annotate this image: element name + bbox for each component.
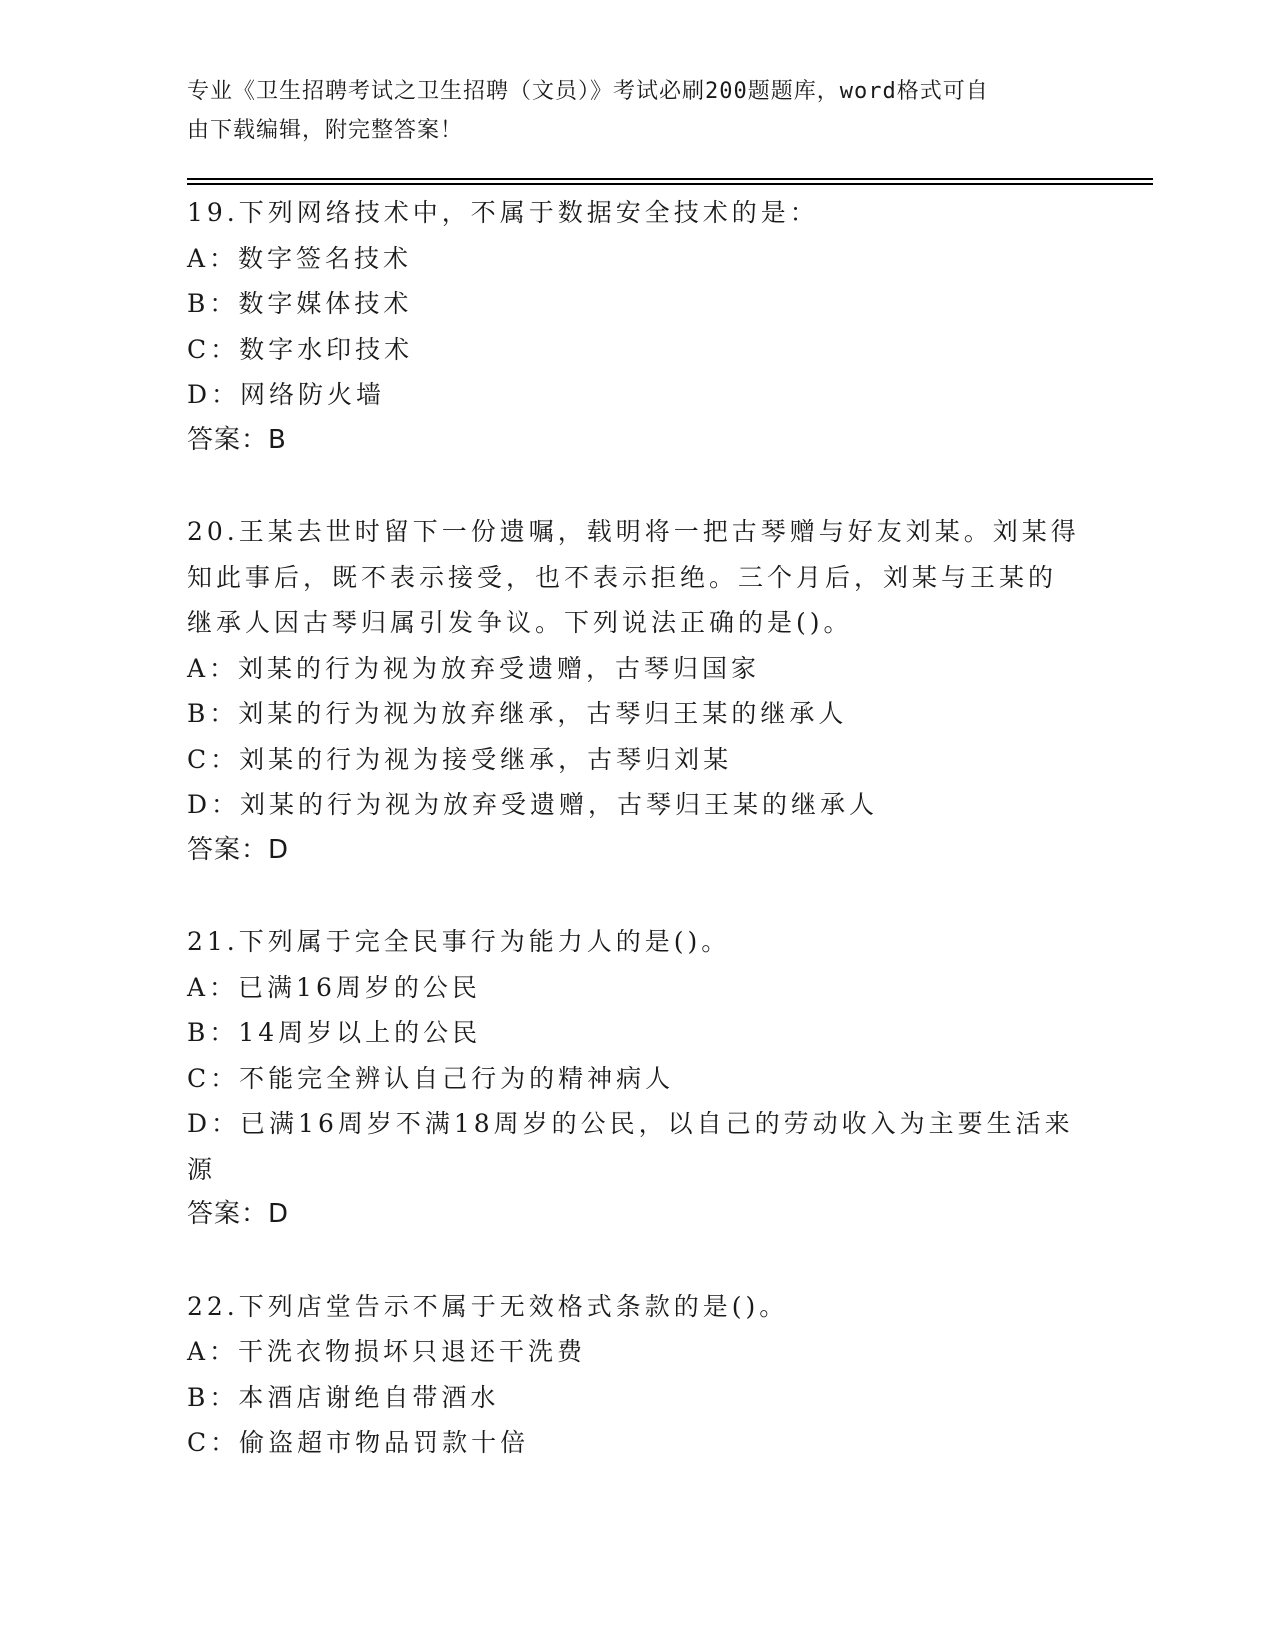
option-d: D：网络防火墙 xyxy=(187,380,386,409)
question-stem-line-3: 继承人因古琴归属引发争议。下列说法正确的是()。 xyxy=(187,608,853,637)
answer-line: 答案：D xyxy=(187,1199,290,1229)
question-20 xyxy=(187,509,1087,873)
option-c: C：数字水印技术 xyxy=(187,334,414,364)
option-c: C：偷盗超市物品罚款十倍 xyxy=(187,1428,530,1457)
question-22 xyxy=(187,1284,1087,1466)
question-stem-line-1: 20.王某去世时留下一份遗嘱，载明将一把古琴赠与好友刘某。刘某得 xyxy=(187,517,1080,546)
option-d-continued: 源 xyxy=(187,1154,217,1184)
question-list xyxy=(187,190,1087,1512)
option-a: A：干洗衣物损坏只退还干洗费 xyxy=(187,1337,587,1366)
question-stem: 21.下列属于完全民事行为能力人的是()。 xyxy=(187,927,731,956)
question-stem: 22.下列店堂告示不属于无效格式条款的是()。 xyxy=(187,1291,789,1321)
option-a: A：数字签名技术 xyxy=(187,243,413,273)
option-d: D：刘某的行为视为放弃受遗赠，古琴归王某的继承人 xyxy=(187,790,879,819)
question-19 xyxy=(187,190,1087,463)
header-divider-top xyxy=(187,178,1153,180)
option-a: A：已满16周岁的公民 xyxy=(187,972,481,1002)
header-divider-bottom xyxy=(187,183,1153,185)
option-c: C：不能完全辨认自己行为的精神病人 xyxy=(187,1063,675,1093)
answer-line: 答案：B xyxy=(187,424,287,455)
question-21 xyxy=(187,919,1087,1238)
header-line-2: 由下载编辑，附完整答案！ xyxy=(187,118,464,143)
question-stem: 19.下列网络技术中，不属于数据安全技术的是： xyxy=(187,198,819,227)
header-line-1: 专业《卫生招聘考试之卫生招聘（文员）》考试必刷200题题库，word格式可自 xyxy=(187,79,989,104)
option-c: C：刘某的行为视为接受继承，古琴归刘某 xyxy=(187,744,733,774)
option-a: A：刘某的行为视为放弃受遗赠，古琴归国家 xyxy=(187,653,761,683)
option-b: B：数字媒体技术 xyxy=(187,289,413,318)
document-header xyxy=(187,72,1067,150)
option-b: B：刘某的行为视为放弃继承，古琴归王某的继承人 xyxy=(187,699,848,728)
option-b: B：14周岁以上的公民 xyxy=(187,1018,482,1047)
question-stem-line-2: 知此事后，既不表示接受，也不表示拒绝。三个月后，刘某与王某的 xyxy=(187,562,1058,592)
answer-line: 答案：D xyxy=(187,834,290,865)
option-b: B：本酒店谢绝自带酒水 xyxy=(187,1382,500,1412)
option-d: D：已满16周岁不满18周岁的公民，以自己的劳动收入为主要生活来 xyxy=(187,1109,1074,1138)
